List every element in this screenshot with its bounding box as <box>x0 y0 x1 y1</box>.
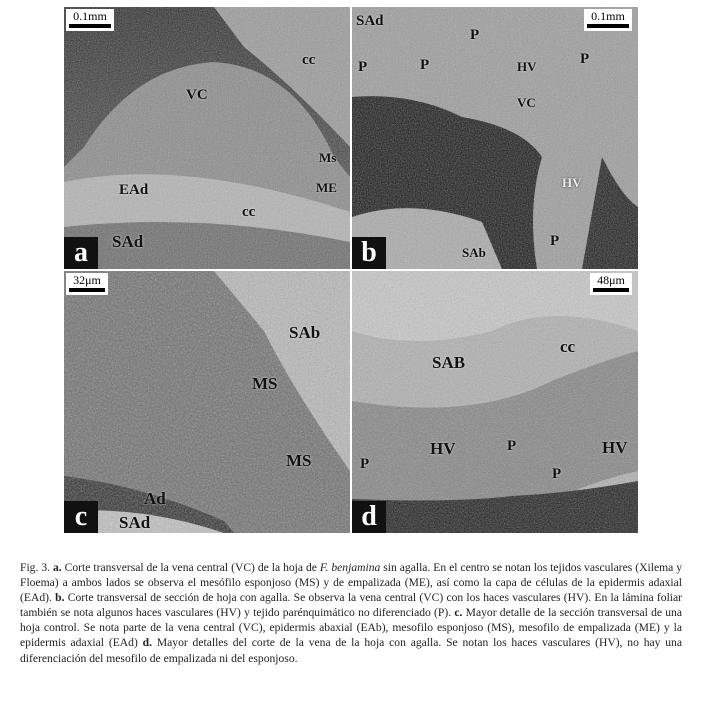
label-p: P <box>420 57 430 73</box>
label-p: P <box>552 466 562 482</box>
scale-bar-text: 0.1mm <box>591 9 625 23</box>
label-cc: cc <box>302 52 316 68</box>
figure-3 <box>64 7 638 535</box>
caption-text-a-cont: sin agalla. En el centro se notan los tejidos vasculares (Xilema y Floema) a ambos lados se observa el mesófilo esponjoso (MS) y de empalizada (ME), así como la capa de células de la epidermis adaxial (EAd). <box>20 561 683 605</box>
figure-caption <box>20 560 682 666</box>
label-sab: SAB <box>432 353 466 372</box>
panel-a-sem-image <box>64 7 350 269</box>
scale-bar <box>66 9 114 31</box>
scale-bar-text: 32μm <box>73 273 101 287</box>
caption-text-d: Mayor detalles del corte de la vena de la hoja con agalla. Se notan los haces vasculares (HV), no hay una diferenciación del mesofilo de empalizada ni del esponjoso. <box>20 636 682 665</box>
label-vc: VC <box>186 87 208 103</box>
panel-letter: d <box>352 501 386 533</box>
label-sad: SAd <box>119 513 151 532</box>
label-sab: SAb <box>462 245 486 260</box>
caption-text-c: Mayor detalle de la sección transversal de una hoja control. Se nota parte de la vena central (VC), epidermis abaxial (EAb), mesofilo esponjoso (MS), mesofilo de empalizada (ME) y la epidermis adaxial (EAd) <box>20 606 682 650</box>
label-ms: MS <box>286 451 312 470</box>
panel-letter: b <box>352 237 386 269</box>
label-hv: HV <box>517 59 537 74</box>
label-sad: SAd <box>112 232 144 251</box>
label-p: P <box>580 51 590 67</box>
scale-bar <box>66 273 108 295</box>
panel-letter: a <box>64 237 98 269</box>
label-sad: SAd <box>356 13 384 29</box>
panel-c-micrograph <box>64 271 350 533</box>
label-p: P <box>358 59 368 75</box>
label-ms: Ms <box>319 150 337 165</box>
scale-bar-text: 0.1mm <box>73 9 107 23</box>
caption-letter-b: b. <box>55 591 65 605</box>
label-cc: cc <box>242 204 256 220</box>
caption-letter-a: a. <box>52 561 62 574</box>
panel-a-micrograph <box>64 7 350 269</box>
label-hv: HV <box>602 438 628 457</box>
panel-b-sem-image <box>352 7 638 269</box>
caption-letter-d: d. <box>142 636 152 650</box>
label-cc: cc <box>560 337 576 356</box>
label-p: P <box>470 27 480 43</box>
caption-text-a: Corte transversal de la vena central (VC) de la hoja de <box>64 561 317 574</box>
label-p: P <box>507 438 517 454</box>
label-p: P <box>360 456 370 472</box>
panel-d-micrograph <box>352 271 638 533</box>
label-sab: SAb <box>289 323 321 342</box>
caption-text-b: Corte transversal de sección de hoja con agalla. Se observa la vena central (VC) con los haces vasculares (HV). En la lámina foliar también se nota algunos haces vasculares (HV) y tejido parénquimático no diferenciado (P). <box>20 591 683 620</box>
label-vc: VC <box>517 95 536 110</box>
label-me: ME <box>316 180 337 195</box>
label-ead: EAd <box>119 182 149 198</box>
caption-fig-number: Fig. 3. <box>20 561 51 574</box>
panel-d-sem-image <box>352 271 638 533</box>
scale-bar <box>584 9 632 31</box>
label-hv: HV <box>562 175 582 190</box>
panel-letter: c <box>64 501 98 533</box>
panel-b-micrograph <box>352 7 638 269</box>
scale-bar-text: 48μm <box>597 273 625 287</box>
panel-c-sem-image <box>64 271 350 533</box>
caption-letter-c: c. <box>454 606 463 620</box>
label-p: P <box>550 233 560 249</box>
label-ad: Ad <box>144 489 166 508</box>
caption-species: F. benjamina <box>319 561 381 574</box>
label-ms: MS <box>252 374 278 393</box>
label-hv: HV <box>430 439 456 458</box>
scale-bar <box>590 273 632 295</box>
